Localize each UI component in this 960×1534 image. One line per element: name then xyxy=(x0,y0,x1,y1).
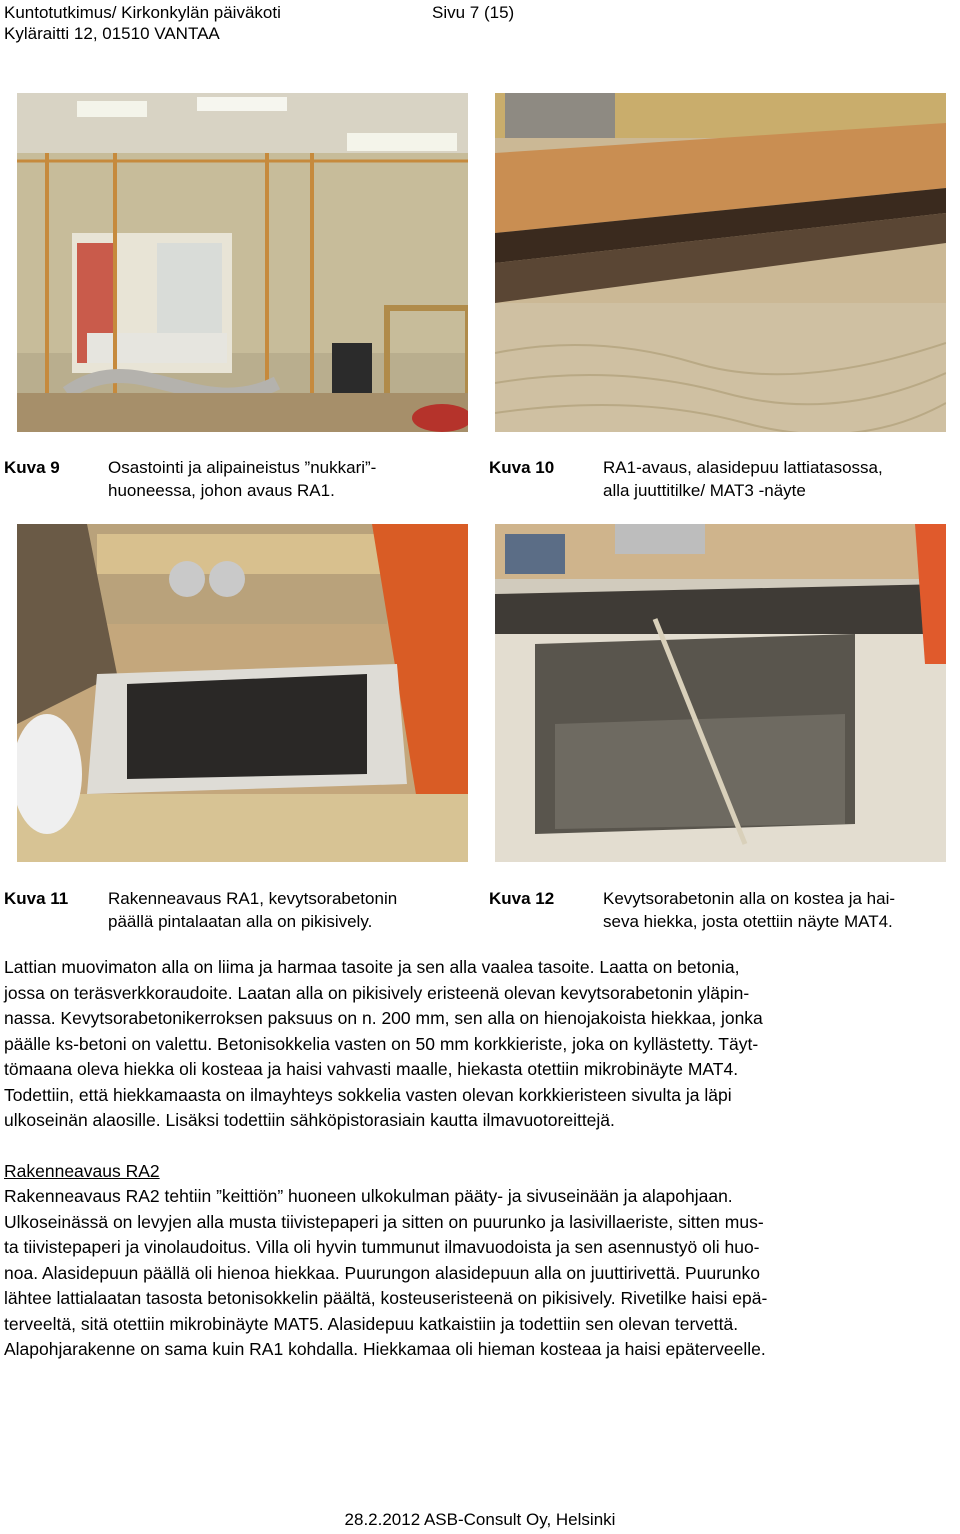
caption-kuva-11 xyxy=(4,887,464,933)
header-address: Kyläraitti 12, 01510 VANTAA xyxy=(4,24,220,43)
caption-label: Kuva 9 xyxy=(4,458,60,477)
caption-text: Osastointi ja alipaineistus ”nukkari”- huoneessa, johon avaus RA1. xyxy=(108,458,377,500)
photo-kuva-12 xyxy=(495,524,946,862)
header-title: Kuntotutkimus/ Kirkonkylän päiväkoti xyxy=(4,3,281,22)
photo-kuva-9 xyxy=(17,93,468,432)
caption-label: Kuva 12 xyxy=(489,889,555,908)
page-footer: 28.2.2012 ASB-Consult Oy, Helsinki xyxy=(344,1510,616,1529)
caption-label: Kuva 10 xyxy=(489,458,555,477)
photo-kuva-10 xyxy=(495,93,946,432)
caption-kuva-9 xyxy=(4,456,464,502)
caption-text: RA1-avaus, alasidepuu lattiatasossa, alla juuttitilke/ MAT3 -näyte xyxy=(603,458,883,500)
body-paragraph-1: Lattian muovimaton alla on liima ja harmaa tasoite ja sen alla vaalea tasoite. Laatta on betonia, jossa on teräsverkkoraudoite. Laatan alla on pikisively eristeenä olevan kevytsorabetonin yläpin- nassa. Kevytsorabetonikerroksen paksuus on n. 200 mm, sen alla on hienojakoista hiekkaa, jonka päälle ks-betoni on valettu. Betonisokkelia vasten on 50 mm korkkieriste, joka on kyllästetty. Täyt- tömaana oleva hiekka oli kosteaa ja haisi vahvasti maalle, hiekasta otettiin mikrobinäyte MAT4. Todettiin, että hiekkamaasta on ilmayhteys sokkelia vasten olevan korkkieristeen sivulta ja läpi ulkoseinän alaosille. Lisäksi todettiin sähköpistorasiain kautta ilmavuotoreittejä. xyxy=(4,957,763,1130)
caption-kuva-12 xyxy=(489,887,949,933)
caption-text: Rakenneavaus RA1, kevytsorabetonin päällä pintalaatan alla on pikisively. xyxy=(108,889,398,931)
page-number: Sivu 7 (15) xyxy=(432,3,515,22)
caption-text: Kevytsorabetonin alla on kostea ja hai- seva hiekka, josta otettiin näyte MAT4. xyxy=(603,889,896,931)
photo-kuva-11 xyxy=(17,524,468,862)
caption-kuva-10 xyxy=(489,456,949,502)
section-heading: Rakenneavaus RA2 xyxy=(4,1161,160,1181)
caption-label: Kuva 11 xyxy=(4,889,69,908)
body-paragraph-2: Rakenneavaus RA2 tehtiin ”keittiön” huoneen ulkokulman pääty- ja sivuseinään ja alapohjaan. Ulkoseinässä on levyjen alla musta tiivistepaperi ja sitten on puurunko ja lasivillaeriste, sitten mus- ta tiivistepaperi ja vinolaudoitus. Villa oli hyvin tummunut ilmavuodoista ja sen asennustyö oli huo- noa. Alasidepuun päällä oli hienoa hiekkaa. Puurungon alasidepuun alla on juuttirivettä. Puurunko lähtee lattialaatan tasosta betonisokkelin päältä, kosteuseristeenä on pikisively. Rivetilke haisi epä- terveeltä, sitä otettiin mikrobinäyte MAT5. Alasidepuu katkaistiin ja todettiin sen olevan tervettä. Alapohjarakenne on sama kuin RA1 kohdalla. Hiekkamaa oli hieman kosteaa ja haisi epäterveelle. xyxy=(4,1186,768,1359)
